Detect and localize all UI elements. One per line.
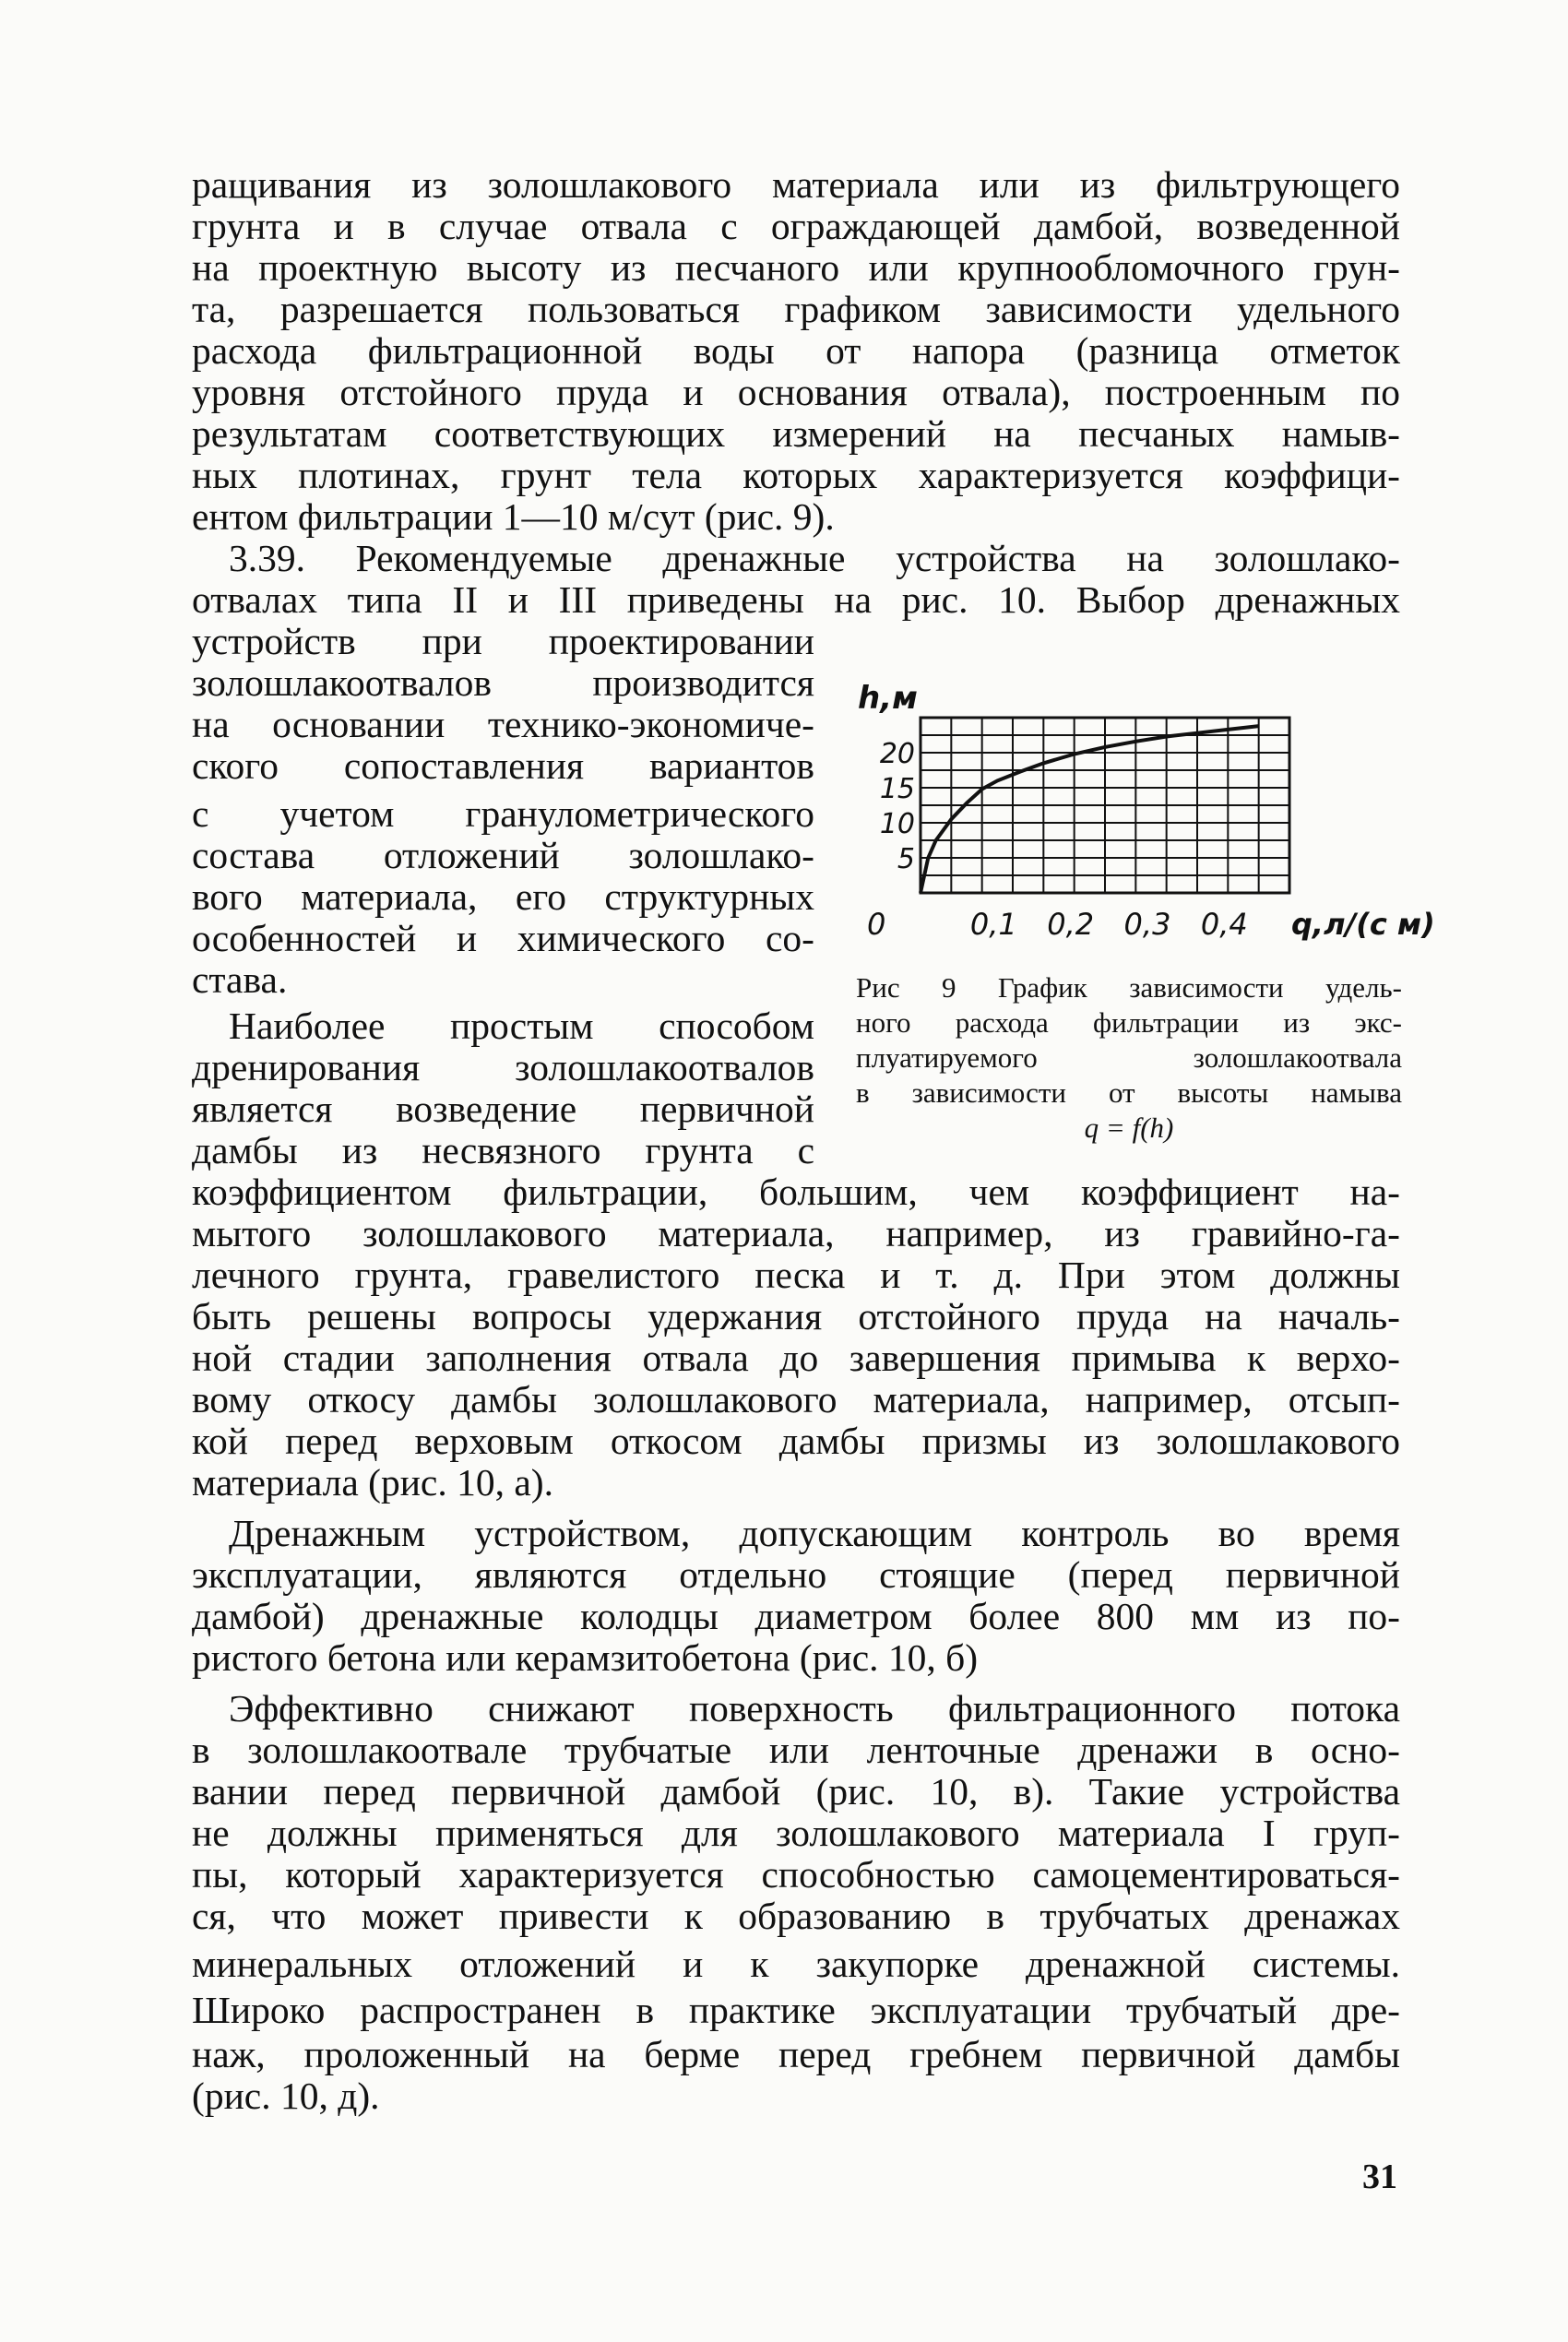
figure-caption-line: плуатируемого золошлакоотвала [856,1041,1402,1074]
text-line: с учетом гранулометрического [192,792,814,835]
text-line: лечного грунта, гравелистого песка и т. д. При этом должны [192,1254,1400,1296]
text-line: быть решены вопросы удержания отстойного пруда на началь- [192,1295,1400,1337]
y-tick-label: 10 [879,808,915,840]
y-tick-label: 15 [879,773,915,805]
text-line: отвалах типа II и III приведены на рис. 10. Выбор дренажных [192,578,1400,621]
text-line: та, разрешается пользоваться графиком зависимости удельного [192,288,1400,330]
text-line: золошлакоотвалов производится [192,661,814,704]
x-tick-label: 0,3 [1123,907,1171,942]
x-axis-label: q,л/(с м) [1291,907,1435,942]
figure-9-chart [858,636,1435,969]
text-line: ращивания из золошлакового материала или из фильтрующего [192,163,1400,206]
text-line: наж, проложенный на берме перед гребнем первичной дамбы [192,2033,1400,2075]
text-line: дамбой) дренажные колодцы диаметром более 800 мм из по- [192,1595,1400,1637]
x-tick-label: 0,1 [969,907,1017,942]
section-heading-line: 3.39. Рекомендуемые дренажные устройства на золошлако- [229,537,1400,579]
figure-caption-line: Рис 9 График зависимости удель- [856,971,1402,1004]
text-line: в золошлакоотвале трубчатые или ленточные дренажи в осно- [192,1729,1400,1771]
text-line: дамбы из несвязного грунта с [192,1129,814,1171]
text-line: ристого бетона или керамзитобетона (рис. 10, б) [192,1636,979,1679]
text-line: става. [192,958,288,1001]
text-line: вании перед первичной дамбой (рис. 10, в). Такие устройства [192,1770,1400,1813]
text-line: вого материала, его структурных [192,875,814,918]
text-line: особенностей и химического со- [192,917,814,959]
text-line: ся, что может привести к образованию в трубчатых дренажах [192,1895,1400,1937]
text-line: Широко распространен в практике эксплуатации трубчатый дре- [192,1989,1400,2031]
text-line: ентом фильтрации 1—10 м/сут (рис. 9). [192,495,835,538]
text-line: эксплуатации, являются отдельно стоящие (перед первичной [192,1553,1400,1596]
text-line: на проектную высоту из песчаного или крупнообломочного грун- [192,246,1400,289]
text-line: уровня отстойного пруда и основания отвала), построенным по [192,371,1400,413]
text-line: Эффективно снижают поверхность фильтрационного потока [229,1687,1400,1730]
text-line: ского сопоставления вариантов [192,744,814,787]
figure-caption-line: в зависимости от высоты намыва [856,1076,1402,1109]
text-line: коэффициентом фильтрации, большим, чем коэффициент на- [192,1171,1400,1213]
text-line: является возведение первичной [192,1088,814,1130]
text-line: мытого золошлакового материала, например, из гравийно-га- [192,1212,1400,1254]
text-line: расхода фильтрационной воды от напора (разница отметок [192,329,1400,372]
text-line: Наиболее простым способом [229,1005,814,1047]
figure-caption-line: ного расхода фильтрации из экс- [856,1006,1402,1039]
text-line: состава отложений золошлако- [192,834,814,876]
text-line: пы, который характеризуется способностью самоцементироваться- [192,1853,1400,1896]
text-line: материала (рис. 10, а). [192,1461,553,1504]
y-axis-label: h,м [858,680,918,717]
text-line: ных плотинах, грунт тела которых характеризуется коэффици- [192,454,1400,496]
text-line: грунта и в случае отвала с ограждающей дамбой, возведенной [192,205,1400,247]
x-tick-labels [867,907,1248,942]
page-number: 31 [1362,2158,1397,2196]
text-line: кой перед верховым откосом дамбы призмы из золошлакового [192,1420,1400,1462]
text-line: дренирования золошлакоотвалов [192,1046,814,1088]
y-tick-label: 20 [879,738,915,770]
text-line: на основании технико-экономиче- [192,703,814,745]
text-line: не должны применяться для золошлакового материала I груп- [192,1812,1400,1854]
text-line: результатам соответствующих измерений на песчаных намыв- [192,412,1400,455]
y-tick-label: 5 [897,843,915,875]
text-line: Дренажным устройством, допускающим контроль во время [229,1512,1400,1554]
text-line: устройств при проектировании [192,620,814,662]
text-line: (рис. 10, д). [192,2075,380,2117]
figure-caption-formula: q = f(h) [1084,1112,1174,1144]
x-tick-label: 0,2 [1047,907,1095,942]
y-tick-labels [880,738,915,875]
x-tick-label: 0 [867,907,886,942]
x-tick-label: 0,4 [1200,907,1248,942]
text-line: минеральных отложений и к закупорке дренажной системы. [192,1943,1400,1985]
text-line: вому откосу дамбы золошлакового материала, например, отсып- [192,1378,1400,1421]
chart-grid [921,718,1289,893]
chart-series-line [921,726,1259,893]
text-line: ной стадии заполнения отвала до завершения примыва к верхо- [192,1337,1400,1379]
